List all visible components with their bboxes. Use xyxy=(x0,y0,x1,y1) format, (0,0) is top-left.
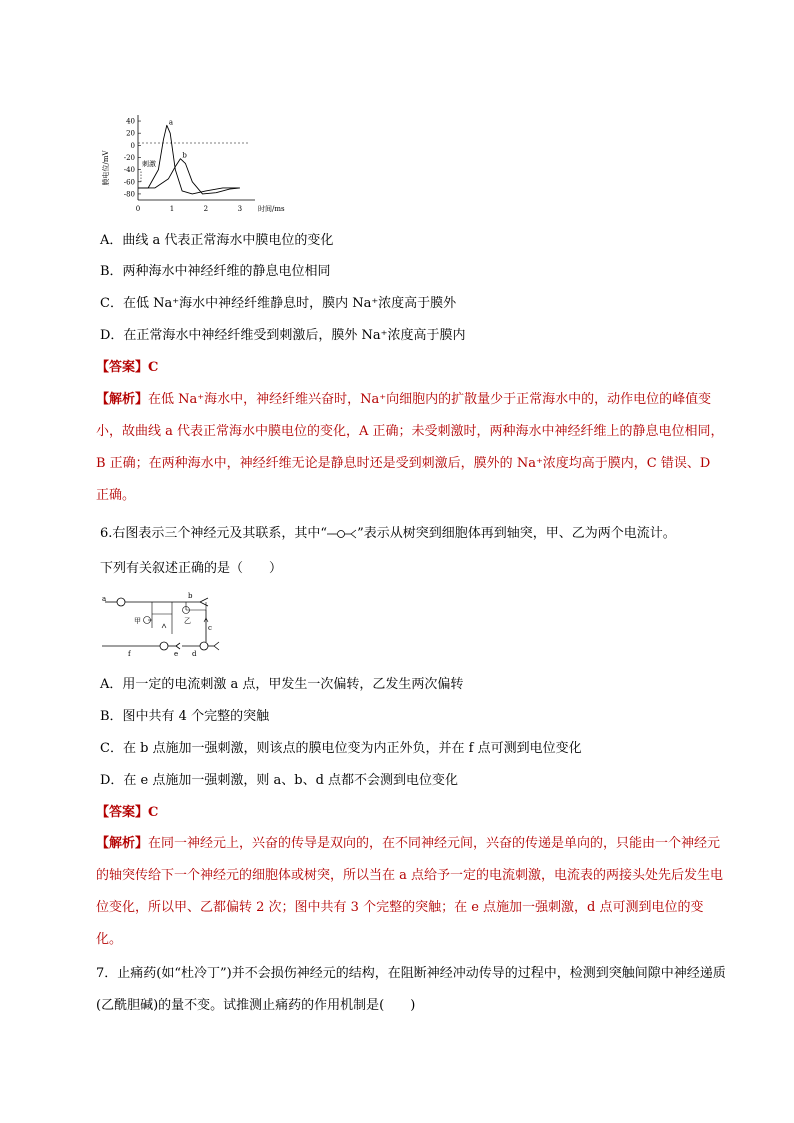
q7-stem: 7．止痛药(如“杜冷丁”)并不会损伤神经元的结构，在阻断神经冲动传导的过程中，检测到突触间隙中神经递质(乙酰胆碱)的量不变。试推测止痛药的作用机制是( ) xyxy=(96,966,726,1013)
x-tick-label: 3 xyxy=(237,205,243,213)
q6-stem-line1 xyxy=(100,525,676,543)
neuron-2-body xyxy=(160,642,168,650)
q5-analysis-text: 在低 Na⁺海水中，神经纤维兴奋时，Na⁺向细胞内的扩散量少于正常海水中的，动作电位的峰值变小，故曲线 a 代表正常海水中膜电位的变化，A 正确；未受刺激时，两种海水中神经纤维上的静息电位相同，B 正确；在两种海水中，神经纤维无论是静息时还是受到刺激后，膜外的 Na⁺浓度均高于膜内，C 错误、D 正确。 xyxy=(96,392,724,503)
chart-ylabel: 膜电位/mV xyxy=(102,150,110,186)
y-tick-label: 20 xyxy=(126,129,135,138)
q5-option-b: B．两种海水中神经纤维的静息电位相同 xyxy=(100,264,331,279)
neuron-3-body xyxy=(200,642,208,650)
q6-analysis-text: 在同一神经元上，兴奋的传导是双向的，在不同神经元间，兴奋的传递是单向的，只能由一个神经元的轴突传给下一个神经元的细胞体或树突，所以当在 a 点给予一定的电流刺激，电流表的两接头处先后发生电位变化，所以甲、乙都偏转 2 次；图中共有 3 个完整的突触；在 e 点施加一强刺激，d 点可测到电位的变化。 xyxy=(96,836,724,947)
label-a: a xyxy=(102,595,107,603)
q5-analysis xyxy=(96,384,726,512)
q6-option-d: D．在 e 点施加一强刺激，则 a、b、d 点都不会测到电位变化 xyxy=(100,773,459,788)
q6-stem-a: 6.右图表示三个神经元及其联系，其中“ xyxy=(100,526,328,541)
chart-xlabel: 时间/ms xyxy=(258,205,285,213)
q6-stem-b: ”表示从树突到细胞体再到轴突，甲、乙为两个电流计。 xyxy=(357,526,676,541)
x-tick-label: 1 xyxy=(169,205,175,213)
q6-option-b: B．图中共有 4 个完整的突触 xyxy=(100,709,270,724)
q6-option-c: C．在 b 点施加一强刺激，则该点的膜电位变为内正外负，并在 f 点可测到电位变化 xyxy=(100,741,582,756)
neuron-1-body xyxy=(117,598,125,606)
q6-option-a: A．用一定的电流刺激 a 点，甲发生一次偏转，乙发生两次偏转 xyxy=(100,677,464,692)
q5-answer: 【答案】C xyxy=(96,360,159,375)
neuron-diagram xyxy=(100,590,220,662)
label-c: c xyxy=(208,624,212,632)
q6-analysis-tag: 【解析】 xyxy=(96,836,149,851)
y-tick-label: -20 xyxy=(123,153,135,162)
q5-option-a: A．曲线 a 代表正常海水中膜电位的变化 xyxy=(100,233,334,248)
label-d: d xyxy=(192,650,197,658)
y-tick-label: 0 xyxy=(130,141,135,150)
q5-option-c: C．在低 Na⁺海水中神经纤维静息时，膜内 Na⁺浓度高于膜外 xyxy=(100,296,457,311)
label-jia: 甲 xyxy=(134,617,141,625)
y-tick-label: 40 xyxy=(126,117,135,126)
label-yi: 乙 xyxy=(184,617,191,625)
label-b: b xyxy=(188,592,193,600)
q6-answer: 【答案】C xyxy=(96,805,159,820)
q5-option-d: D．在正常海水中神经纤维受到刺激后，膜外 Na⁺浓度高于膜内 xyxy=(100,328,466,343)
q6-stem-line2: 下列有关叙述正确的是（ ） xyxy=(100,561,283,576)
q6-analysis xyxy=(96,828,726,956)
y-tick-label: -80 xyxy=(123,190,135,199)
x-tick-label: 2 xyxy=(203,205,209,213)
membrane-potential-chart xyxy=(100,110,300,220)
stimulus-label: 刺激 xyxy=(142,160,156,168)
label-f: f xyxy=(128,650,131,658)
label-e: e xyxy=(174,650,179,658)
y-tick-label: -60 xyxy=(123,178,135,187)
q5-analysis-tag: 【解析】 xyxy=(96,392,149,407)
x-tick-label: 0 xyxy=(135,205,141,213)
series-a-label: a xyxy=(168,118,174,127)
neuron-symbol-icon xyxy=(327,529,357,539)
y-tick-label: -40 xyxy=(123,166,135,175)
series-b-label: b xyxy=(182,151,187,160)
